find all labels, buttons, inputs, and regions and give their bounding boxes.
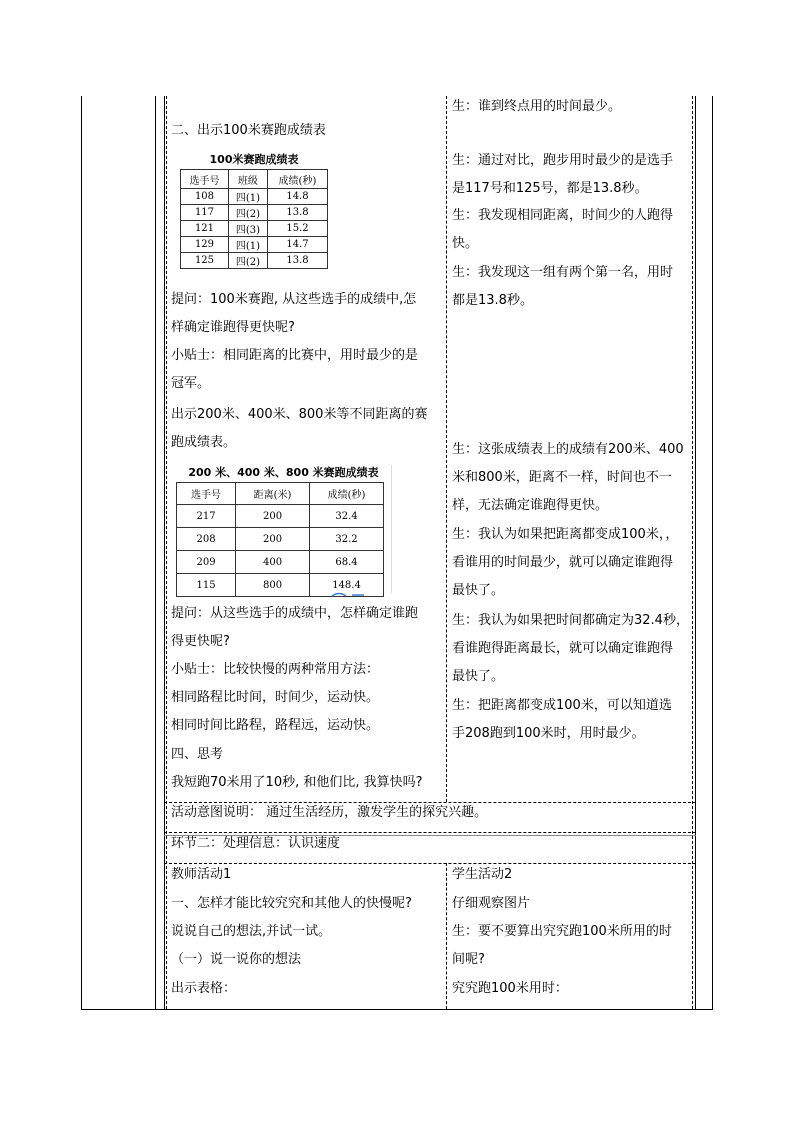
stage2-title: 环节二：处理信息：认识速度 <box>171 836 341 851</box>
row-divider-3 <box>164 863 696 864</box>
table2-cell: 800 <box>236 574 310 597</box>
table2-cell: 217 <box>177 505 236 528</box>
question1-line2: 样确定谁跑得更快呢? <box>171 320 295 335</box>
table1-cell: 四(2) <box>228 205 267 221</box>
table2-cell: 200 <box>236 505 310 528</box>
table1-cell: 121 <box>181 221 229 237</box>
outer-left-border <box>81 96 82 1009</box>
question2-line1: 提问：从这些选手的成绩中，怎样确定谁跑 <box>171 606 419 621</box>
student-activity-title: 学生活动2 <box>452 867 513 882</box>
inner-dashed-right <box>692 96 693 1009</box>
student-answer-6b: 看谁用的时间最少，就可以确定谁跑得 <box>452 555 674 570</box>
table2-header: 距离(米) <box>236 483 310 505</box>
table2-header: 选手号 <box>177 483 236 505</box>
inner-dashed-mid-upper <box>446 96 447 802</box>
student-answer-3b: 快。 <box>452 236 479 251</box>
section2-title: 二、出示100米赛跑成绩表 <box>171 123 326 138</box>
table1-cell: 117 <box>181 205 229 221</box>
table1-cell: 14.8 <box>267 189 327 205</box>
table1-cell: 125 <box>181 253 229 269</box>
student-answer-5b: 米和800米，距离不一样，时间也不一 <box>452 470 672 485</box>
table1-header: 成绩(秒) <box>267 170 327 189</box>
tip2-line3: 相同时间比路程，路程远，运动快。 <box>171 718 380 733</box>
row-divider-2 <box>164 832 696 833</box>
teacher-line1: 一、怎样才能比较究究和其他人的快慢呢? <box>171 896 412 911</box>
table1-cell: 13.8 <box>267 205 327 221</box>
table2-caption: 200 米、400 米、800 米赛跑成绩表 <box>188 466 379 479</box>
student-answer-3a: 生：我发现相同距离，时间少的人跑得 <box>452 208 674 223</box>
table2-cell: 400 <box>236 551 310 574</box>
student-answer-6c: 最快了。 <box>452 583 505 598</box>
student-answer-7b: 看谁跑得距离最长，就可以确定谁跑得 <box>452 641 674 656</box>
teacher-line2: 说说自己的想法,并试一试。 <box>171 924 332 939</box>
tip1-line1: 小贴士：相同距离的比赛中，用时最少的是 <box>171 348 419 363</box>
student-answer-8a: 生：把距离都变成100米，可以知道选 <box>452 698 672 713</box>
show-line1: 出示200米、400米、800米等不同距离的赛 <box>171 407 428 422</box>
student-answer-4b: 都是13.8秒。 <box>452 293 533 308</box>
inner-dashed-left <box>166 96 167 1009</box>
show-line2: 跑成绩表。 <box>171 435 237 450</box>
student-answer-6a: 生：我认为如果把距离都变成100米，， <box>452 527 679 542</box>
table1-cell: 四(3) <box>228 221 267 237</box>
table1-header: 选手号 <box>181 170 229 189</box>
table2 <box>176 482 384 597</box>
table1-header: 班级 <box>228 170 267 189</box>
table1-cell: 四(1) <box>228 237 267 253</box>
student-answer-5a: 生：这张成绩表上的成绩有200米、400 <box>452 442 684 457</box>
col-divider-2 <box>164 96 165 1009</box>
table1-cell: 108 <box>181 189 229 205</box>
student-line3: 间呢? <box>452 952 485 967</box>
table1-cell: 15.2 <box>267 221 327 237</box>
table2-cell: 148.4 <box>310 574 384 597</box>
student-answer-4a: 生：我发现这一组有两个第一名，用时 <box>452 265 674 280</box>
student-line1: 仔细观察图片 <box>452 896 531 911</box>
tip1-line2: 冠军。 <box>171 376 211 391</box>
table2-cell: 32.2 <box>310 528 384 551</box>
table1-cell: 13.8 <box>267 253 327 269</box>
student-answer-2a: 生：通过对比，跑步用时最少的是选手 <box>452 153 674 168</box>
table1-caption: 100米赛跑成绩表 <box>209 153 299 166</box>
teacher-activity-title: 教师活动1 <box>171 867 232 882</box>
activity-intent: 活动意图说明： 通过生活经历，激发学生的探究兴趣。 <box>171 805 488 820</box>
question1-line1: 提问：100米赛跑, 从这些选手的成绩中,怎 <box>171 292 417 307</box>
outer-right-border <box>712 96 713 1009</box>
table2-header: 成绩(秒) <box>310 483 384 505</box>
student-answer-8b: 手208跑到100米时，用时最少。 <box>452 726 645 741</box>
col-divider-3 <box>695 96 696 1009</box>
table2-cell: 68.4 <box>310 551 384 574</box>
tip2-line2: 相同路程比时间，时间少，运动快。 <box>171 690 380 705</box>
question2-line2: 得更快呢? <box>171 634 230 649</box>
bottom-border <box>81 1009 713 1010</box>
think-line: 我短跑70米用了10秒, 和他们比, 我算快吗? <box>171 775 423 790</box>
tip2-line1: 小贴士：比较快慢的两种常用方法： <box>171 662 380 677</box>
table1 <box>180 169 328 269</box>
student-line4: 究究跑100米用时： <box>452 981 568 996</box>
col-divider-1 <box>155 96 156 1009</box>
teacher-line4: 出示表格： <box>171 981 237 996</box>
student-answer-5c: 样，无法确定谁跑得更快。 <box>452 498 609 513</box>
table2-cell: 32.4 <box>310 505 384 528</box>
table2-cell: 208 <box>177 528 236 551</box>
table2-cell: 209 <box>177 551 236 574</box>
student-answer-2b: 是117号和125号，都是13.8秒。 <box>452 181 648 196</box>
table2-cell: 200 <box>236 528 310 551</box>
student-line2: 生：要不要算出究究跑100米所用的时 <box>452 924 672 939</box>
table1-cell: 14.7 <box>267 237 327 253</box>
table2-cell: 115 <box>177 574 236 597</box>
selection-mark <box>330 590 366 598</box>
table2-image-edge <box>391 465 392 593</box>
table1-cell: 129 <box>181 237 229 253</box>
student-answer-7c: 最快了。 <box>452 669 505 684</box>
inner-dashed-mid-lower <box>446 863 447 1009</box>
student-answer-7a: 生：我认为如果把时间都确定为32.4秒， <box>452 613 689 628</box>
student-answer-1: 生：谁到终点用的时间最少。 <box>452 99 622 114</box>
table1-cell: 四(2) <box>228 253 267 269</box>
table1-cell: 四(1) <box>228 189 267 205</box>
section4-title: 四、思考 <box>171 747 224 762</box>
teacher-line3: （一）说一说你的想法 <box>171 952 302 967</box>
